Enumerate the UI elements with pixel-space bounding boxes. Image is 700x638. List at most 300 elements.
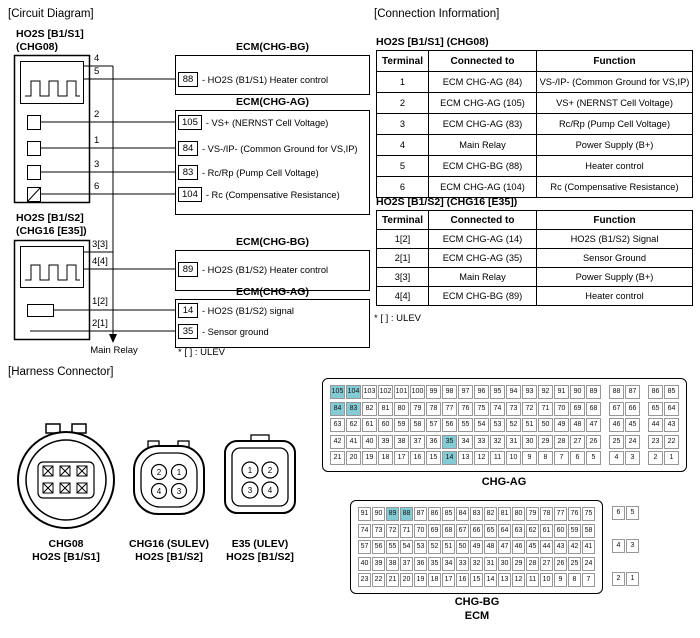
column-header: Function bbox=[537, 51, 693, 72]
pin-cell-91: 91 bbox=[554, 385, 569, 399]
pin-cell-59: 59 bbox=[568, 524, 581, 538]
connector-code: CHG16 (SULEV) bbox=[129, 538, 209, 550]
table-cell: Power Supply (B+) bbox=[537, 268, 693, 287]
sensor1-heater-symbol bbox=[21, 62, 84, 104]
pin-cell-70: 70 bbox=[414, 524, 427, 538]
pin-row bbox=[358, 507, 595, 521]
pin-cell-5: 5 bbox=[586, 451, 601, 465]
pin-cell-86: 86 bbox=[648, 385, 663, 399]
pin-cell-73: 73 bbox=[506, 402, 521, 416]
connection-information-section-label: [Connection Information] bbox=[374, 8, 500, 20]
pin-cell-24: 24 bbox=[582, 557, 595, 571]
pin-cell-36: 36 bbox=[414, 557, 427, 571]
pin-description: - Rc (Compensative Resistance) bbox=[205, 189, 340, 200]
pin-cell-16: 16 bbox=[410, 451, 425, 465]
pin-cell-47: 47 bbox=[586, 418, 601, 432]
pin-cell-62: 62 bbox=[526, 524, 539, 538]
table-cell: 3 bbox=[377, 114, 429, 135]
pin-cell-10: 10 bbox=[540, 573, 553, 587]
pin-cell-102: 102 bbox=[378, 385, 393, 399]
pin-cell-1: 1 bbox=[626, 572, 639, 586]
connection-table-1 bbox=[376, 50, 693, 198]
pin-cell-78: 78 bbox=[540, 507, 553, 521]
pin-cell-53: 53 bbox=[414, 540, 427, 554]
pin-description: - HO2S (B1/S2) Heater control bbox=[202, 264, 329, 275]
circuit-ulev-note: * [ ] : ULEV bbox=[178, 347, 225, 358]
pin-cell-64: 64 bbox=[498, 524, 511, 538]
pin-cell-92: 92 bbox=[538, 385, 553, 399]
sensor1-cell-symbols bbox=[28, 116, 41, 202]
pin-cell-60: 60 bbox=[554, 524, 567, 538]
pin-cell-2: 2 bbox=[612, 572, 625, 586]
sensor2-name: HO2S [B1/S2] bbox=[16, 212, 84, 224]
ecm-box2-title: ECM(CHG-AG) bbox=[236, 96, 309, 108]
svg-text:2: 2 bbox=[156, 468, 162, 477]
connector-tab bbox=[46, 424, 60, 433]
pin-cell-18: 18 bbox=[378, 451, 393, 465]
pin-group bbox=[330, 451, 601, 465]
pin-cell-27: 27 bbox=[570, 435, 585, 449]
pin-cell-81: 81 bbox=[498, 507, 511, 521]
table-cell: HO2S (B1/S2) Signal bbox=[537, 230, 693, 249]
pin-cell-52: 52 bbox=[428, 540, 441, 554]
pin-row bbox=[330, 385, 679, 399]
pin-cell-8: 8 bbox=[568, 573, 581, 587]
table-cell: ECM CHG-AG (35) bbox=[429, 249, 537, 268]
pin-cell-4: 4 bbox=[609, 451, 624, 465]
pin-cell-78: 78 bbox=[426, 402, 441, 416]
pin-cell-70: 70 bbox=[554, 402, 569, 416]
pin-cell-37: 37 bbox=[400, 557, 413, 571]
connector-inner-shell bbox=[232, 448, 288, 506]
pin-cell-55: 55 bbox=[458, 418, 473, 432]
pin-cell-31: 31 bbox=[484, 557, 497, 571]
pin-row bbox=[358, 540, 595, 554]
pin-number-box: 83 bbox=[178, 165, 198, 180]
pin-cell-21: 21 bbox=[386, 573, 399, 587]
pin-cell-17: 17 bbox=[442, 573, 455, 587]
svg-text:2: 2 bbox=[267, 466, 273, 475]
pin-cell-79: 79 bbox=[410, 402, 425, 416]
pin-cell-77: 77 bbox=[442, 402, 457, 416]
pin-description: - Sensor ground bbox=[202, 326, 269, 337]
pin-cell-22: 22 bbox=[372, 573, 385, 587]
pin-cell-30: 30 bbox=[522, 435, 537, 449]
pin-cell-30: 30 bbox=[498, 557, 511, 571]
pin-cell-63: 63 bbox=[330, 418, 345, 432]
pin-cell-76: 76 bbox=[458, 402, 473, 416]
pin-description: - HO2S (B1/S2) signal bbox=[202, 305, 294, 316]
pin-description: - Rc/Rp (Pump Cell Voltage) bbox=[202, 167, 319, 178]
table-row bbox=[377, 249, 693, 268]
ecm-box3-title: ECM(CHG-BG) bbox=[236, 236, 309, 248]
pin-cell-89: 89 bbox=[386, 507, 399, 521]
svg-text:4: 4 bbox=[267, 486, 273, 495]
pin-group bbox=[609, 451, 640, 465]
pin-number-box: 35 bbox=[178, 324, 198, 339]
pin-cell-80: 80 bbox=[512, 507, 525, 521]
pin-cell-38: 38 bbox=[386, 557, 399, 571]
chg-bg-grid bbox=[350, 500, 603, 594]
pin-cell-88: 88 bbox=[609, 385, 624, 399]
pin-cell-47: 47 bbox=[498, 540, 511, 554]
pin-cell-61: 61 bbox=[362, 418, 377, 432]
pin-cell-48: 48 bbox=[484, 540, 497, 554]
pin-group bbox=[330, 418, 601, 432]
table-row bbox=[377, 156, 693, 177]
pin-cell-48: 48 bbox=[570, 418, 585, 432]
pin-cell-7: 7 bbox=[582, 573, 595, 587]
wire-label-3-3: 3[3] bbox=[92, 239, 108, 250]
sensor1-name: HO2S [B1/S1] bbox=[16, 28, 84, 40]
pin-cell-65: 65 bbox=[484, 524, 497, 538]
pin-cell-96: 96 bbox=[474, 385, 489, 399]
pin-cell-50: 50 bbox=[538, 418, 553, 432]
pin-cell-51: 51 bbox=[522, 418, 537, 432]
table-cell: Sensor Ground bbox=[537, 249, 693, 268]
table-cell: Main Relay bbox=[429, 268, 537, 287]
table-cell: ECM CHG-BG (89) bbox=[429, 287, 537, 306]
pin-cell-85: 85 bbox=[442, 507, 455, 521]
pin-cell-104: 104 bbox=[346, 385, 361, 399]
pin-cell-84: 84 bbox=[456, 507, 469, 521]
pin-cell-56: 56 bbox=[442, 418, 457, 432]
sensor1-wires bbox=[40, 66, 179, 194]
pin-cell-46: 46 bbox=[512, 540, 525, 554]
pin-cell-6: 6 bbox=[570, 451, 585, 465]
connector-code: CHG08 bbox=[48, 538, 84, 550]
pin-cell-63: 63 bbox=[512, 524, 525, 538]
wire-label-3: 3 bbox=[94, 159, 100, 170]
pin-cell-20: 20 bbox=[400, 573, 413, 587]
pin-cell-45: 45 bbox=[625, 418, 640, 432]
pin-number-box: 89 bbox=[178, 262, 198, 277]
pin-cell-58: 58 bbox=[582, 524, 595, 538]
pin-cell-55: 55 bbox=[386, 540, 399, 554]
harness-connector-section-label: [Harness Connector] bbox=[8, 366, 114, 378]
pin-group bbox=[330, 435, 601, 449]
chg-bg-side bbox=[612, 506, 639, 586]
pin-cell-11: 11 bbox=[526, 573, 539, 587]
table2-title: HO2S [B1/S2] (CHG16 [E35]) bbox=[376, 196, 518, 208]
ecm-pin-row bbox=[178, 303, 294, 318]
ecm-pin-row bbox=[178, 324, 269, 339]
pin-cell-72: 72 bbox=[386, 524, 399, 538]
svg-text:3: 3 bbox=[176, 487, 182, 496]
table-row bbox=[377, 268, 693, 287]
pin-group bbox=[609, 418, 640, 432]
pin-cell-105: 105 bbox=[330, 385, 345, 399]
pin-number-box: 88 bbox=[178, 72, 198, 87]
pin-description: - VS+ (NERNST Cell Voltage) bbox=[205, 117, 329, 128]
pin-cell-73: 73 bbox=[372, 524, 385, 538]
svg-text:4: 4 bbox=[156, 487, 162, 496]
pin-cell-9: 9 bbox=[522, 451, 537, 465]
pin-group bbox=[648, 435, 679, 449]
wire-label-4-4: 4[4] bbox=[92, 256, 108, 267]
pin-cell-75: 75 bbox=[474, 402, 489, 416]
circuit-diagram-section-label: [Circuit Diagram] bbox=[8, 8, 94, 20]
ecm-box1-title: ECM(CHG-BG) bbox=[236, 41, 309, 53]
chg08-connector-drawing bbox=[14, 420, 118, 532]
connector-inner-shell bbox=[141, 453, 197, 507]
sensor2-code: (CHG16 [E35]) bbox=[16, 225, 87, 237]
ecm-pin-row bbox=[178, 187, 340, 202]
svg-text:1: 1 bbox=[247, 466, 253, 475]
table-row bbox=[377, 135, 693, 156]
table-cell: Rc (Compensative Resistance) bbox=[537, 177, 693, 198]
pin-group bbox=[330, 402, 601, 416]
ecm-pin-row bbox=[178, 72, 328, 87]
pin-number-box: 84 bbox=[178, 141, 198, 156]
pin-number-box: 14 bbox=[178, 303, 198, 318]
pin-cell-88: 88 bbox=[400, 507, 413, 521]
pin-cell-85: 85 bbox=[664, 385, 679, 399]
connector-tab bbox=[72, 424, 86, 433]
table-cell: ECM CHG-AG (104) bbox=[429, 177, 537, 198]
pin-cell-38: 38 bbox=[394, 435, 409, 449]
pin-description: - HO2S (B1/S1) Heater control bbox=[202, 74, 329, 85]
pin-cell-26: 26 bbox=[586, 435, 601, 449]
ecm-label: ECM bbox=[464, 610, 490, 622]
pin-cell-15: 15 bbox=[426, 451, 441, 465]
pin-cell-28: 28 bbox=[526, 557, 539, 571]
table-cell: VS+ (NERNST Cell Voltage) bbox=[537, 93, 693, 114]
pin-group bbox=[609, 402, 640, 416]
pin-cell-72: 72 bbox=[522, 402, 537, 416]
pin-cell-33: 33 bbox=[456, 557, 469, 571]
table-cell: 3[3] bbox=[377, 268, 429, 287]
pin-cell-81: 81 bbox=[378, 402, 393, 416]
table-cell: ECM CHG-AG (83) bbox=[429, 114, 537, 135]
pin-cell-39: 39 bbox=[378, 435, 393, 449]
pin-cell-53: 53 bbox=[490, 418, 505, 432]
pin-cell-35: 35 bbox=[442, 435, 457, 449]
pin-cell-98: 98 bbox=[442, 385, 457, 399]
pin-cell-33: 33 bbox=[474, 435, 489, 449]
pin-cell-35: 35 bbox=[428, 557, 441, 571]
pin-cell-13: 13 bbox=[498, 573, 511, 587]
pin-cell-2: 2 bbox=[648, 451, 663, 465]
pin-cell-43: 43 bbox=[554, 540, 567, 554]
pin-cell-50: 50 bbox=[456, 540, 469, 554]
table-row bbox=[377, 72, 693, 93]
pin-row bbox=[330, 402, 679, 416]
column-header: Connected to bbox=[429, 51, 537, 72]
chg16-caption bbox=[125, 538, 213, 564]
pin-cell-11: 11 bbox=[490, 451, 505, 465]
svg-text:3: 3 bbox=[247, 486, 253, 495]
table-cell: Power Supply (B+) bbox=[537, 135, 693, 156]
pin-cell-49: 49 bbox=[470, 540, 483, 554]
table-cell: ECM CHG-BG (88) bbox=[429, 156, 537, 177]
pin-cell-87: 87 bbox=[414, 507, 427, 521]
pin-cell-26: 26 bbox=[554, 557, 567, 571]
pin-cell-28: 28 bbox=[554, 435, 569, 449]
table1-title: HO2S [B1/S1] (CHG08) bbox=[376, 36, 489, 48]
pin-cell-24: 24 bbox=[625, 435, 640, 449]
pin-cell-90: 90 bbox=[372, 507, 385, 521]
main-relay-line bbox=[109, 66, 117, 343]
table-cell: ECM CHG-AG (105) bbox=[429, 93, 537, 114]
pin-cell-83: 83 bbox=[470, 507, 483, 521]
pin-cell-77: 77 bbox=[554, 507, 567, 521]
column-header: Terminal bbox=[377, 51, 429, 72]
pin-cell-87: 87 bbox=[625, 385, 640, 399]
table-cell: 4 bbox=[377, 135, 429, 156]
pin-cell-37: 37 bbox=[410, 435, 425, 449]
pin-row bbox=[330, 418, 679, 432]
sensor2-element-symbol bbox=[28, 305, 54, 317]
pin-cell-17: 17 bbox=[394, 451, 409, 465]
pin-cell-42: 42 bbox=[330, 435, 345, 449]
pin-cell-32: 32 bbox=[490, 435, 505, 449]
ecm-pin-row bbox=[178, 115, 328, 130]
table-cell: VS-/IP- (Common Ground for VS,IP) bbox=[537, 72, 693, 93]
column-header: Terminal bbox=[377, 211, 429, 230]
svg-text:1: 1 bbox=[176, 468, 182, 477]
pin-cell-15: 15 bbox=[470, 573, 483, 587]
chg-bg-label: CHG-BG bbox=[454, 596, 500, 608]
pin-cell-14: 14 bbox=[484, 573, 497, 587]
pin-cell-49: 49 bbox=[554, 418, 569, 432]
pin-cell-93: 93 bbox=[522, 385, 537, 399]
table-cell: 2 bbox=[377, 93, 429, 114]
table-cell: Rc/Rp (Pump Cell Voltage) bbox=[537, 114, 693, 135]
pin-row bbox=[358, 524, 595, 538]
table-cell: 6 bbox=[377, 177, 429, 198]
pin-group bbox=[648, 451, 679, 465]
pin-cell-20: 20 bbox=[346, 451, 361, 465]
wire-label-1-2: 1[2] bbox=[92, 296, 108, 307]
pin-cell-3: 3 bbox=[626, 539, 639, 553]
connector-name: HO2S [B1/S1] bbox=[32, 551, 100, 563]
pin-cell-54: 54 bbox=[400, 540, 413, 554]
pin-cell-29: 29 bbox=[512, 557, 525, 571]
pin-cell-58: 58 bbox=[410, 418, 425, 432]
pin-cell-34: 34 bbox=[442, 557, 455, 571]
table-row bbox=[377, 230, 693, 249]
pin-cell-86: 86 bbox=[428, 507, 441, 521]
pin-cell-74: 74 bbox=[490, 402, 505, 416]
pin-cell-103: 103 bbox=[362, 385, 377, 399]
table-row bbox=[377, 287, 693, 306]
pin-cell-23: 23 bbox=[358, 573, 371, 587]
column-header: Function bbox=[537, 211, 693, 230]
pin-cell-18: 18 bbox=[428, 573, 441, 587]
pin-cell-52: 52 bbox=[506, 418, 521, 432]
pin-cell-6: 6 bbox=[612, 506, 625, 520]
pin-number-box: 104 bbox=[178, 187, 202, 202]
pin-cell-100: 100 bbox=[410, 385, 425, 399]
ecm-box4-title: ECM(CHG-AG) bbox=[236, 286, 309, 298]
pin-cell-39: 39 bbox=[372, 557, 385, 571]
wire-label-6: 6 bbox=[94, 181, 100, 192]
ecm-pin-row bbox=[178, 165, 319, 180]
table-cell: 4[4] bbox=[377, 287, 429, 306]
pin-cell-56: 56 bbox=[372, 540, 385, 554]
pin-cell-66: 66 bbox=[625, 402, 640, 416]
table-cell: Heater control bbox=[537, 156, 693, 177]
connector-code: E35 (ULEV) bbox=[231, 538, 289, 550]
pin-cell-59: 59 bbox=[394, 418, 409, 432]
connector-name: HO2S [B1/S2] bbox=[135, 551, 203, 563]
table-header-row bbox=[377, 211, 693, 230]
pin-cell-14: 14 bbox=[442, 451, 457, 465]
pin-cell-29: 29 bbox=[538, 435, 553, 449]
pin-cell-40: 40 bbox=[358, 557, 371, 571]
pin-row bbox=[358, 557, 595, 571]
table-cell: ECM CHG-AG (14) bbox=[429, 230, 537, 249]
pin-cell-12: 12 bbox=[512, 573, 525, 587]
chg-ag-grid bbox=[322, 378, 687, 472]
pin-row bbox=[612, 506, 639, 520]
pin-cell-57: 57 bbox=[426, 418, 441, 432]
column-header: Connected to bbox=[429, 211, 537, 230]
ecm-pin-row bbox=[178, 262, 328, 277]
pin-cell-46: 46 bbox=[609, 418, 624, 432]
table-cell: ECM CHG-AG (84) bbox=[429, 72, 537, 93]
pin-cell-91: 91 bbox=[358, 507, 371, 521]
table-cell: Heater control bbox=[537, 287, 693, 306]
pin-cell-67: 67 bbox=[609, 402, 624, 416]
pin-cell-68: 68 bbox=[442, 524, 455, 538]
pin-group bbox=[609, 385, 640, 399]
pin-cell-64: 64 bbox=[664, 402, 679, 416]
pin-cell-19: 19 bbox=[362, 451, 377, 465]
table-row bbox=[377, 114, 693, 135]
pin-cell-31: 31 bbox=[506, 435, 521, 449]
e35-caption bbox=[214, 538, 306, 564]
sensor1-code: (CHG08) bbox=[16, 41, 59, 53]
pin-cell-71: 71 bbox=[538, 402, 553, 416]
table-cell: 2[1] bbox=[377, 249, 429, 268]
pin-row bbox=[330, 435, 679, 449]
pin-cell-22: 22 bbox=[664, 435, 679, 449]
pin-cell-51: 51 bbox=[442, 540, 455, 554]
wire-label-2-1: 2[1] bbox=[92, 318, 108, 329]
pin-cell-1: 1 bbox=[664, 451, 679, 465]
sensor2-heater-symbol bbox=[21, 247, 84, 288]
pin-cell-25: 25 bbox=[609, 435, 624, 449]
pin-cell-66: 66 bbox=[470, 524, 483, 538]
main-relay-label: Main Relay bbox=[90, 345, 138, 356]
pin-cell-13: 13 bbox=[458, 451, 473, 465]
pin-group bbox=[648, 385, 679, 399]
table-header-row bbox=[377, 51, 693, 72]
pin-cell-57: 57 bbox=[358, 540, 371, 554]
pin-cell-4: 4 bbox=[612, 539, 625, 553]
pin-cell-10: 10 bbox=[506, 451, 521, 465]
pin-cell-23: 23 bbox=[648, 435, 663, 449]
pin-cell-97: 97 bbox=[458, 385, 473, 399]
wire-label-2: 2 bbox=[94, 109, 100, 120]
sensor2-connector-outline bbox=[15, 241, 90, 340]
pin-number-box: 105 bbox=[178, 115, 202, 130]
table-row bbox=[377, 93, 693, 114]
table-cell: 5 bbox=[377, 156, 429, 177]
chg16-connector-drawing bbox=[131, 438, 207, 518]
pin-cell-21: 21 bbox=[330, 451, 345, 465]
ecm-pin-row bbox=[178, 141, 358, 156]
table-cell: Main Relay bbox=[429, 135, 537, 156]
pin-cell-83: 83 bbox=[346, 402, 361, 416]
pin-cell-69: 69 bbox=[570, 402, 585, 416]
pin-cell-32: 32 bbox=[470, 557, 483, 571]
table-cell: 1 bbox=[377, 72, 429, 93]
pin-cell-44: 44 bbox=[648, 418, 663, 432]
pin-row bbox=[358, 573, 595, 587]
